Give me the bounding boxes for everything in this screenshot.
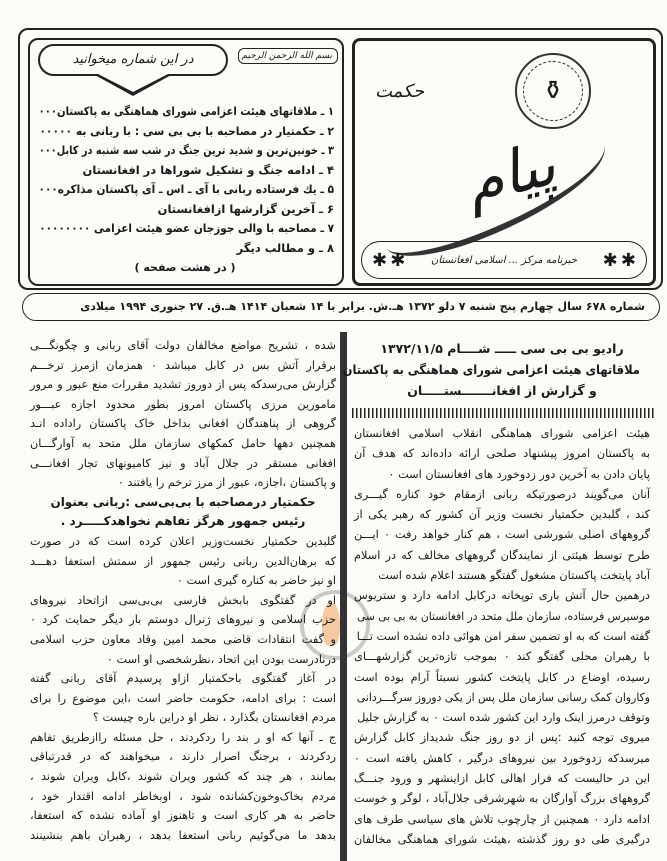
contents-item: ۳ ـ خونین‌ترین و شدید ترین جنگ در شب سه شنبه در کابل۰۰۰	[38, 143, 334, 157]
table-of-contents	[28, 38, 344, 286]
emblem-seal-icon: ⚱	[515, 53, 591, 129]
contents-item: ۷ ـ مصاحبه با والی جوزجان عضو هیئت اعزامی ۰۰۰۰۰۰۰۰	[39, 221, 334, 235]
text-line: حاضر به هر کاری است و تاهنوز او آماده نشده که استعفا،	[30, 809, 336, 823]
issue-date-text: شماره ۶۷۸ سال چهارم پنج شنبه ۷ دلو ۱۳۷۲ هـ.ش. برابر با ۱۴ شعبان ۱۴۱۴ هـ.ق. ۲۷ جنوری ۱۹۹۴ میلادی	[80, 300, 645, 313]
contents-item: ۶ ـ آخرین گزارشها ازافغانستان	[157, 201, 334, 216]
text-line: پایان دادن به آخرین دور زدوخورد های افغانستان است ۰	[388, 467, 650, 481]
subheading-line: رئیس جمهور هرگز تفاهم نخواهدکـــــرد .	[60, 514, 306, 529]
right-article-body	[354, 424, 650, 850]
contents-item: ۴ ـ ادامه جنگ و تشکیل شوراها در افغانستان	[82, 162, 334, 177]
text-line: ادامه دارد ۰ همچنین از چارچوب تلاش های سیاسی طرف های	[354, 812, 650, 826]
text-line: طرح توسط هیئتی از نمایندگان گروههای مخالف که در اسلام	[354, 548, 650, 562]
contents-item: ۸ ـ و مطالب دیگر	[236, 240, 334, 255]
text-line: گروههای اصلی شورشی است ، هم کنار خواهد رفت ۰ ایـــن	[354, 528, 650, 542]
text-line: ج ـ آنها که او ر بند را ردکردند ، حل مسئله راازطریق تفاهم	[30, 730, 336, 744]
text-line: و گفت انتقادات قاضی محمد امین وقاد معاون حزب اسلامی	[30, 632, 336, 646]
text-line: مامورین مرزی پاکستان امروز بطور محدود اجازه عبـــور	[30, 397, 336, 411]
masthead-logo: پیام	[457, 129, 563, 219]
masthead-subtitle: خبرنامه مرکز ... اسلامی افغانستان	[430, 254, 578, 266]
masthead	[352, 38, 656, 286]
text-line: در آغاز گفتگوی باحکمتیار ازاو پرسیدم آقای ربانی گفته	[30, 672, 336, 686]
text-line: با رهبران محلی گفتگو کند ۰ بموجب تازه‌ترین گزارشهـــای	[354, 650, 650, 664]
text-line: رسیده، اوضاع در کابل پایتخت کشور نسبتاً آرام بوده است	[354, 670, 650, 684]
left-article-body	[30, 336, 336, 845]
headline-line: رادیو بی بی سی ـــــ شــــام ۱۳۷۲/۱۱/۵	[380, 341, 624, 356]
headline-line: و گزارش از افغانـــــــستـــــان	[407, 383, 597, 398]
star-icon: ✱	[602, 249, 618, 271]
text-line: به پاکستان امروز پیشنهاد صلحی ارائه داده‌اند که هدف آن	[354, 447, 650, 461]
text-line: گلبدین حکمتیار نخست‌وزیر اعلان کرده است که در صورت	[30, 534, 336, 548]
text-line: همچنین دهها حامل کمکهای سازمان ملل متحد به آوارگـــان	[30, 436, 336, 450]
text-line: گزارش می‌رسدکه پس از دوروز تشدید مقررات منع عبور و مرور	[30, 378, 336, 392]
text-line: ردکردند ، برجنگ اصرار دارند ، میخواهند که در قدرتباقی	[30, 750, 336, 764]
text-line: گفته است که به او تضمین سفر امن هوائی داده نشده است تـــا	[356, 629, 650, 643]
right-article-headline	[342, 338, 652, 401]
text-line: وتوقف درمرز اینک وارد این کشور شده است ۰ به گزارش جلیل	[357, 711, 650, 725]
text-line: حزب اسلامی و نیروهای ژنرال دوستم بار دیگر حمایت کرد ۰	[30, 613, 336, 627]
column-divider	[340, 332, 347, 861]
text-line: گروهی از پناهندگان افغانی بداخل خاک پاکستان راداده انـد	[30, 417, 336, 431]
text-line: موسیرس فرستاده، سازمان ملل متحد در افغانستان به بی بی سی	[357, 609, 650, 623]
text-line: درنادرست بودن این اتحاد ،نظرشخصی او است ۰	[106, 652, 336, 666]
bismillah-label: بسم الله الرحمن الرحیم	[238, 48, 338, 64]
text-line: برقرار آتش بس در کابل میباشد ۰ همزمان ازمرز ترخـــم	[30, 358, 336, 372]
issue-date-bar	[22, 293, 660, 321]
text-line: میروی توجه کنید :پس از دو روز جنگ شدیداز کابل گزارش	[354, 731, 650, 745]
masthead-subtitle-bar	[361, 241, 647, 279]
text-line: مردم افغانستان بگذارد ، نظر او دراین باره چیست ؟	[92, 711, 336, 725]
text-line: میرسدکه زدوخورد بین نیروهای درگیر ، کاهش یافته است ۰	[354, 751, 650, 765]
text-line: است : برای ادامه، حکومت حاضر است ،این موضوع را برای	[30, 691, 336, 705]
text-line: آنان می‌گویند درصورتیکه ربانی ازمقام خود کناره گیـــری	[354, 487, 650, 501]
text-line: گروههای بزرگ آوارگان به شهرشرقی جلال‌آباد ، لوگر و خوست	[354, 792, 650, 806]
contents-item: ۲ ـ حکمتیار در مصاحبه با بی بی سی : با ربانی به ۰۰۰۰۰	[39, 123, 334, 138]
contents-list	[36, 102, 334, 278]
hatch-rule	[352, 408, 656, 418]
contents-item: ۱ ـ ملاقاتهای هیئت اعزامی شورای هماهنگی به پاکستان۰۰۰	[38, 104, 334, 118]
contents-page-count: ( در هشت صفحه )	[134, 261, 236, 274]
contents-title: در این شماره میخوانید	[38, 44, 228, 76]
text-line: درهمین حال آتش باری توپخانه درکابل ادامه دارد و ستریوس	[354, 589, 650, 603]
star-icon: ✱	[390, 249, 406, 271]
text-line: کند ، گلبدین حکمتیار نخست وزیر آن کشور که رهبر یکی از	[354, 508, 650, 522]
text-line: آباد پایتخت پاکستان مشغول گفتگو هستند اعلام شده است	[378, 569, 650, 583]
star-icon: ✱	[620, 249, 636, 271]
star-icon: ✱	[372, 249, 388, 271]
text-line: شده ، تشریح مواضع مخالفان دولت آقای ربانی و چگونگـــی	[30, 339, 336, 352]
text-line: افغانی مستقر در جلال آباد و نیز کامیونهای تجار افغانـــی	[30, 456, 336, 470]
arrow-down-icon	[93, 74, 173, 96]
headline-line: ملاقاتهای هیئت اعزامی شورای هماهنگی به پاکستان	[342, 362, 640, 377]
text-line: وکاروان کمک رسانی سازمان ملل پس از یکی دوروز سرگـــردانی	[356, 690, 650, 704]
subheading-line: حکمتیار درمصاحبه با بی‌بی‌سی :ربانی بعنوان	[50, 494, 316, 509]
text-line: و پاکستان ،اجازه، عبور از مرز ترخم را یافتند ۰	[117, 476, 336, 490]
text-line: بدهد ما می‌گوئیم ربانی استعفا بدهد ، رهبران باهم بنشینند	[30, 828, 336, 842]
text-line: این در حالیست که فرار اهالی کابل ازاینشهر و ورود جنـــگ	[354, 772, 650, 786]
text-line: که برهان‌الدین ربانی رئیس جمهور از سمتش استعفا دهـــد	[30, 554, 336, 568]
text-line: هیئت اعزامی شورای هماهنگی انقلاب اسلامی افغانستان	[354, 427, 650, 440]
masthead-logo-sub: حکمت	[375, 81, 425, 102]
text-line: مردم بخاک‌وخون‌کشانده شود ، اوبخاطر ادامه اقتدار خود ،	[30, 789, 336, 803]
text-line: بمانند ، هر چند که کشور ویران شوند ،کابل ویران شوند ،	[30, 770, 336, 784]
text-line: درگیری طی دو روز گذشته ،هیئت شورای هماهنگی مخالفان	[354, 832, 650, 846]
text-line: او در گفتگوی بابخش فارسی بی‌بی‌سی ازاتحاد نیروهای	[30, 593, 336, 607]
text-line: او نیز حاضر به کناره گیری است ۰	[176, 574, 336, 588]
contents-item: ۵ ـ یك فرستاده ربانی با آی ـ اس ـ آی پاکستان مذاکره۰۰۰	[38, 182, 334, 196]
